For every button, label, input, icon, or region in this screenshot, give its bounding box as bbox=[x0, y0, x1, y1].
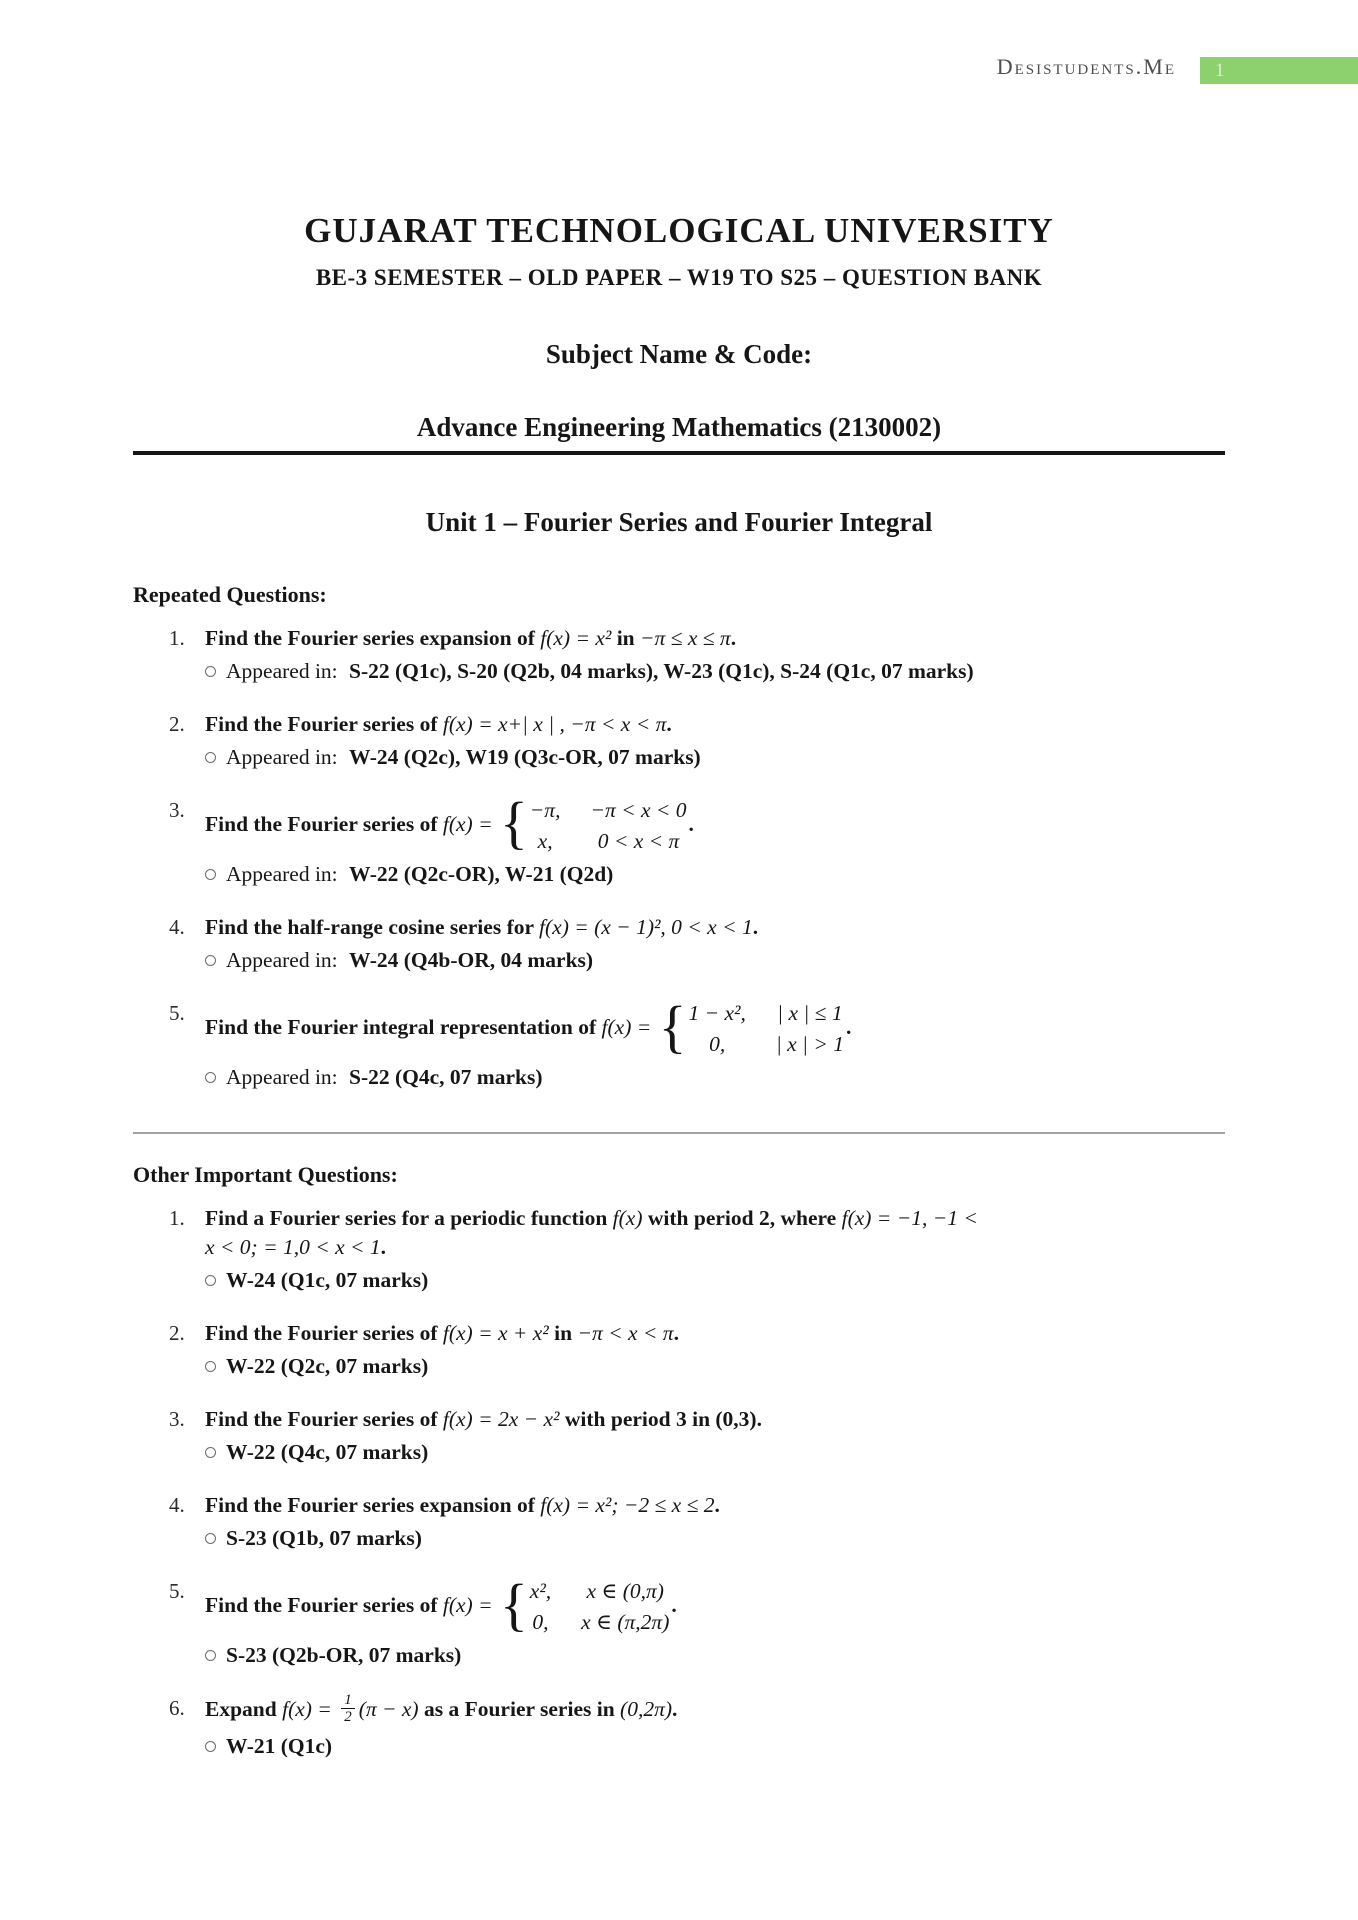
unit-title: Unit 1 – Fourier Series and Fourier Integral bbox=[425, 506, 933, 537]
section-heading: Other Important Questions: bbox=[133, 1161, 398, 1187]
question-number: 4. bbox=[169, 914, 185, 939]
question-text bbox=[205, 993, 1225, 1059]
fraction-numerator: 1 bbox=[341, 1692, 355, 1710]
math-expression: f(x) = bbox=[282, 1696, 338, 1721]
fraction-denominator: 2 bbox=[344, 1709, 352, 1726]
subject-name: Advance Engineering Mathematics (2130002) bbox=[133, 412, 1225, 455]
question-text-bold: . bbox=[673, 1320, 679, 1345]
math-expression: (π − x) bbox=[358, 1696, 419, 1721]
math-expression: f(x) = x²; −2 ≤ x ≤ 2 bbox=[540, 1492, 715, 1517]
question-text-bold: as a Fourier series in bbox=[418, 1696, 621, 1721]
question-text-bold: with period 2, where bbox=[642, 1205, 842, 1230]
question-number: 4. bbox=[169, 1492, 185, 1517]
question-number: 5. bbox=[169, 1578, 185, 1603]
math-expression: f(x) = bbox=[442, 811, 498, 836]
appeared-reference: W-22 (Q2c, 07 marks) bbox=[226, 1353, 429, 1378]
appeared-reference: S-23 (Q1b, 07 marks) bbox=[226, 1525, 422, 1550]
appeared-reference: W-24 (Q4b-OR, 04 marks) bbox=[349, 947, 594, 972]
math-expression: f(x) bbox=[612, 1205, 643, 1230]
question-item bbox=[169, 1204, 1225, 1295]
question-item bbox=[169, 1319, 1225, 1381]
question-text bbox=[205, 710, 1225, 739]
question-text-bold: . bbox=[714, 1492, 720, 1517]
open-circle-icon bbox=[205, 955, 216, 966]
appeared-line bbox=[205, 1524, 1225, 1553]
appeared-prefix: Appeared in: bbox=[226, 1064, 344, 1089]
appeared-line bbox=[205, 1641, 1225, 1670]
cases-cell: | x | > 1 bbox=[775, 1031, 844, 1056]
question-item bbox=[169, 913, 1225, 975]
cases-cell: 0, bbox=[532, 1609, 549, 1634]
appeared-line bbox=[205, 1352, 1225, 1381]
question-text-bold: . bbox=[845, 1014, 852, 1039]
cases-cell: x ∈ (0,π) bbox=[586, 1578, 664, 1603]
question-item bbox=[169, 790, 1225, 889]
math-expression: −π < x < π bbox=[577, 1320, 674, 1345]
appeared-prefix: Appeared in: bbox=[226, 744, 344, 769]
appeared-reference: W-24 (Q2c), W19 (Q3c-OR, 07 marks) bbox=[349, 744, 701, 769]
math-expression: f(x) = bbox=[442, 1592, 498, 1617]
appeared-line bbox=[205, 946, 1225, 975]
question-text-bold: . bbox=[730, 625, 737, 650]
cases-cell: x ∈ (π,2π) bbox=[581, 1609, 670, 1634]
appeared-reference: W-24 (Q1c, 07 marks) bbox=[226, 1267, 429, 1292]
question-text bbox=[205, 1491, 1225, 1520]
math-expression: f(x) = x+| x | , −π < x < π bbox=[442, 711, 667, 736]
open-circle-icon bbox=[205, 1533, 216, 1544]
appeared-reference: W-21 (Q1c) bbox=[226, 1733, 333, 1758]
cases-cell: −π, bbox=[529, 797, 561, 822]
subject-label: Subject Name & Code: bbox=[545, 338, 813, 369]
question-section bbox=[133, 582, 1225, 1092]
open-circle-icon bbox=[205, 869, 216, 880]
question-item bbox=[169, 1691, 1225, 1761]
section-heading: Repeated Questions: bbox=[133, 581, 327, 607]
page-subtitle: BE-3 SEMESTER – OLD PAPER – W19 TO S25 – QUESTION BANK bbox=[315, 264, 1043, 290]
appeared-reference: W-22 (Q2c-OR), W-21 (Q2d) bbox=[349, 861, 614, 886]
page-title: GUJARAT TECHNOLOGICAL UNIVERSITY bbox=[304, 211, 1054, 250]
question-text bbox=[205, 790, 1225, 856]
cases-cell: x², bbox=[529, 1578, 552, 1603]
question-text bbox=[205, 1691, 1225, 1728]
cases-cell: | x | ≤ 1 bbox=[777, 1000, 843, 1025]
appeared-line bbox=[205, 1266, 1225, 1295]
question-text-bold: Find the Fourier series expansion of bbox=[205, 625, 541, 650]
open-circle-icon bbox=[205, 1741, 216, 1752]
question-text-bold: in bbox=[611, 625, 641, 650]
page-number: 1 bbox=[1215, 60, 1225, 81]
appeared-reference: S-23 (Q2b-OR, 07 marks) bbox=[226, 1642, 462, 1667]
appeared-reference: S-22 (Q4c, 07 marks) bbox=[349, 1064, 543, 1089]
cases-grid bbox=[688, 999, 844, 1059]
question-item bbox=[169, 710, 1225, 772]
question-text-bold: . bbox=[688, 811, 694, 836]
page-header bbox=[0, 52, 1358, 84]
document-content bbox=[133, 0, 1225, 1761]
question-text bbox=[205, 1319, 1225, 1348]
cases-cell: x, bbox=[537, 828, 553, 853]
page-number-badge bbox=[1200, 57, 1358, 84]
appeared-prefix: Appeared in: bbox=[226, 947, 344, 972]
math-expression: x < 0; = 1,0 < x < 1 bbox=[205, 1234, 381, 1259]
piecewise-cases bbox=[499, 1571, 670, 1637]
question-text-bold: . bbox=[666, 711, 672, 736]
question-text-bold: Find the Fourier series of bbox=[205, 811, 443, 836]
question-text-bold: with period 3 in (0,3). bbox=[559, 1406, 762, 1431]
open-circle-icon bbox=[205, 1361, 216, 1372]
question-text-bold: Find the Fourier series of bbox=[205, 1406, 443, 1431]
appeared-line bbox=[205, 860, 1225, 889]
left-brace: { bbox=[499, 1571, 528, 1637]
open-circle-icon bbox=[205, 1275, 216, 1286]
question-list bbox=[133, 1204, 1225, 1761]
question-section bbox=[133, 1132, 1225, 1761]
open-circle-icon bbox=[205, 752, 216, 763]
question-number: 6. bbox=[169, 1695, 185, 1720]
site-name: Desistudents.Me bbox=[996, 54, 1176, 79]
open-circle-icon bbox=[205, 1650, 216, 1661]
math-expression: f(x) = bbox=[601, 1014, 657, 1039]
question-number: 3. bbox=[169, 797, 185, 822]
open-circle-icon bbox=[205, 1072, 216, 1083]
math-expression: f(x) = x² bbox=[540, 625, 612, 650]
question-number: 1. bbox=[169, 625, 185, 650]
question-number: 5. bbox=[169, 1000, 185, 1025]
question-text-bold: . bbox=[672, 1696, 678, 1721]
appeared-prefix: Appeared in: bbox=[226, 861, 344, 886]
left-brace: { bbox=[499, 790, 528, 856]
appeared-line bbox=[205, 657, 1225, 686]
open-circle-icon bbox=[205, 1447, 216, 1458]
question-text-bold: Find the Fourier series expansion of bbox=[205, 1492, 541, 1517]
cases-cell: −π < x < 0 bbox=[590, 797, 687, 822]
question-text-bold: . bbox=[752, 914, 759, 939]
math-expression: f(x) = 2x − x² bbox=[442, 1406, 560, 1431]
appeared-line bbox=[205, 743, 1225, 772]
question-text-bold: Find a Fourier series for a periodic function bbox=[205, 1205, 613, 1230]
question-text-bold: Find the Fourier series of bbox=[205, 1592, 443, 1617]
cases-grid bbox=[530, 796, 687, 856]
question-text bbox=[205, 1204, 1225, 1262]
piecewise-cases bbox=[499, 790, 687, 856]
appeared-reference: W-22 (Q4c, 07 marks) bbox=[226, 1439, 429, 1464]
cases-cell: 1 − x², bbox=[688, 1000, 746, 1025]
question-list bbox=[133, 624, 1225, 1092]
question-text-bold: Find the half-range cosine series for bbox=[205, 914, 540, 939]
question-text-bold: Find the Fourier integral representation of bbox=[205, 1014, 602, 1039]
question-number: 2. bbox=[169, 1320, 185, 1345]
appeared-prefix: Appeared in: bbox=[226, 658, 344, 683]
question-text bbox=[205, 1571, 1225, 1637]
question-text bbox=[205, 913, 1225, 942]
fraction bbox=[341, 1692, 355, 1726]
open-circle-icon bbox=[205, 666, 216, 677]
question-text bbox=[205, 1405, 1225, 1434]
appeared-line bbox=[205, 1063, 1225, 1092]
question-text bbox=[205, 624, 1225, 653]
math-expression: f(x) = x + x² bbox=[442, 1320, 549, 1345]
question-text-bold: in bbox=[548, 1320, 578, 1345]
question-number: 2. bbox=[169, 711, 185, 736]
question-text-bold: Expand bbox=[205, 1696, 283, 1721]
appeared-line bbox=[205, 1732, 1225, 1761]
appeared-line bbox=[205, 1438, 1225, 1467]
math-expression: f(x) = (x − 1)², 0 < x < 1 bbox=[539, 914, 753, 939]
cases-grid bbox=[530, 1577, 670, 1637]
question-number: 3. bbox=[169, 1406, 185, 1431]
left-brace: { bbox=[658, 993, 687, 1059]
math-expression: (0,2π) bbox=[620, 1696, 672, 1721]
cases-cell: 0, bbox=[709, 1031, 726, 1056]
question-item bbox=[169, 1491, 1225, 1553]
piecewise-cases bbox=[658, 993, 844, 1059]
appeared-reference: S-22 (Q1c), S-20 (Q2b, 04 marks), W-23 (Q1c), S-24 (Q1c, 07 marks) bbox=[349, 658, 974, 683]
math-expression: f(x) = −1, −1 < bbox=[841, 1205, 978, 1230]
sections bbox=[133, 582, 1225, 1761]
question-text-bold: Find the Fourier series of bbox=[205, 711, 443, 736]
question-number: 1. bbox=[169, 1205, 185, 1230]
question-text-bold: . bbox=[380, 1234, 387, 1259]
cases-cell: 0 < x < π bbox=[597, 828, 680, 853]
math-expression: −π ≤ x ≤ π bbox=[640, 625, 731, 650]
question-text-bold: Find the Fourier series of bbox=[205, 1320, 443, 1345]
question-item bbox=[169, 993, 1225, 1092]
question-item bbox=[169, 1571, 1225, 1670]
question-text-bold: . bbox=[671, 1592, 677, 1617]
question-item bbox=[169, 624, 1225, 686]
question-item bbox=[169, 1405, 1225, 1467]
